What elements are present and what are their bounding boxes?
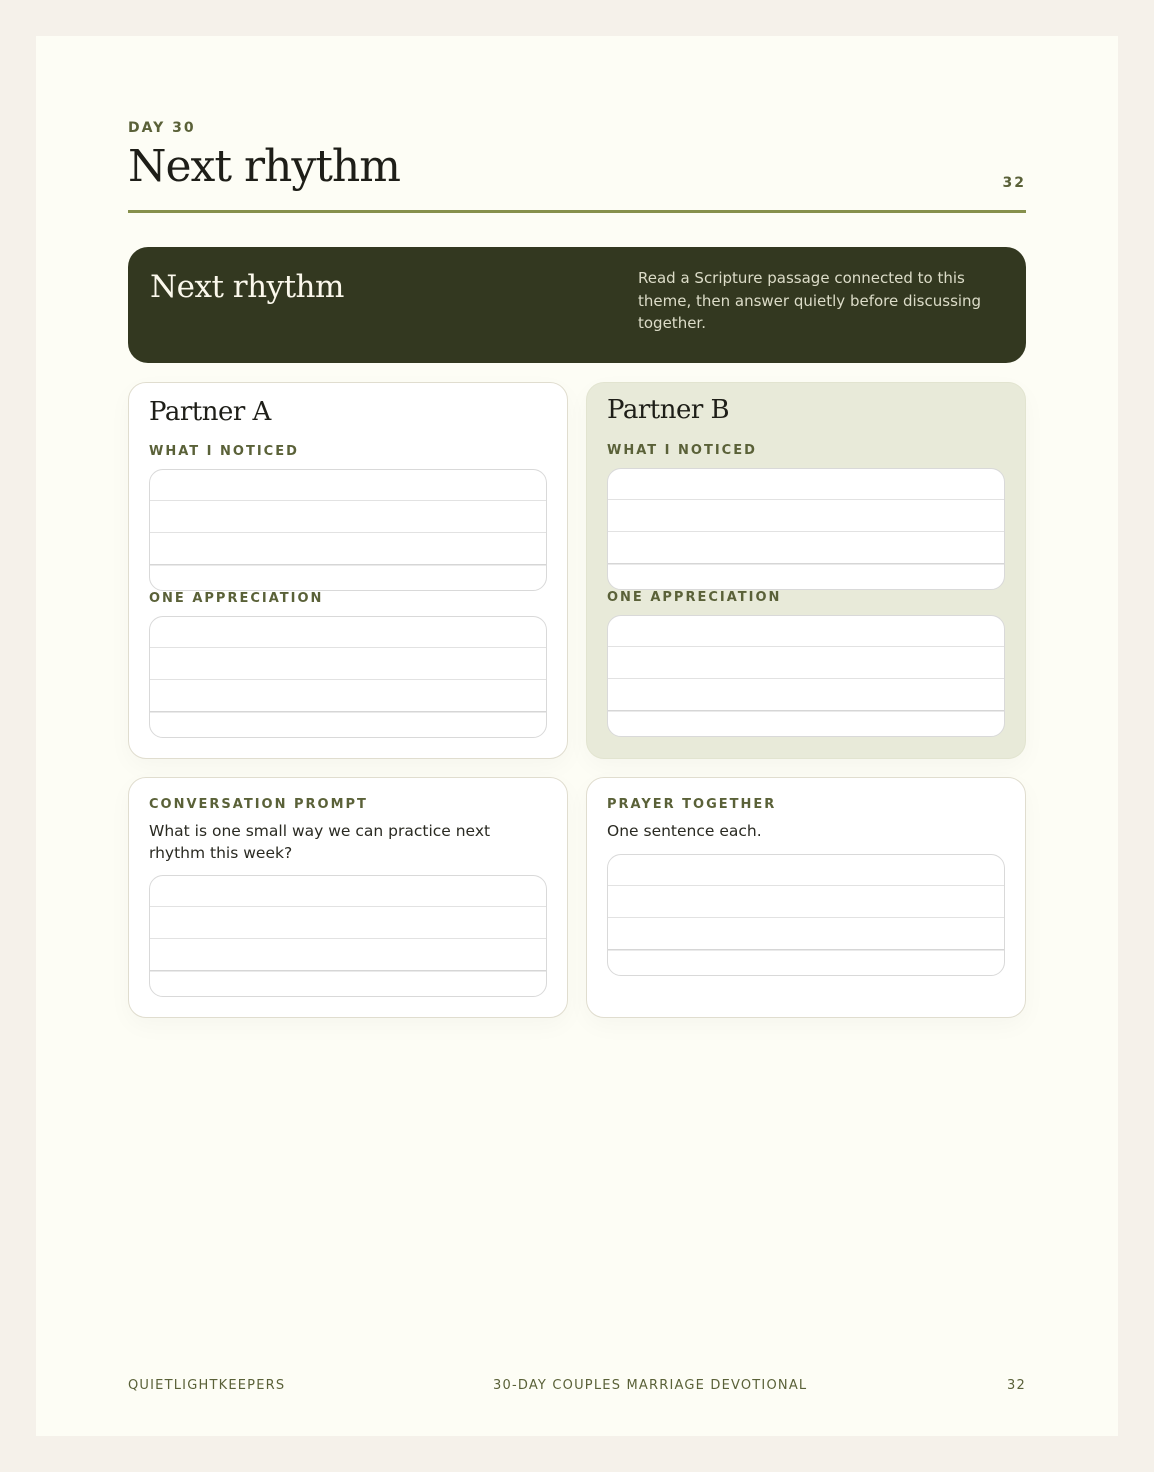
partner-b-appreciation-label: ONE APPRECIATION (607, 590, 782, 605)
footer-book-title: 30-DAY COUPLES MARRIAGE DEVOTIONAL (493, 1378, 808, 1393)
partner-a-appreciation-writing-area[interactable] (149, 616, 547, 738)
conversation-prompt-text: What is one small way we can practice next rhythm this week? (149, 822, 491, 862)
partner-b-appreciation-writing-area[interactable] (607, 615, 1005, 737)
conversation-writing-area[interactable] (149, 875, 547, 997)
prayer-together-text: One sentence each. (607, 822, 762, 840)
conversation-prompt-card (128, 777, 568, 1018)
partner-a-noticed-label: WHAT I NOTICED (149, 444, 299, 459)
partner-a-card (128, 382, 568, 759)
devotional-page (36, 36, 1118, 1436)
banner-title: Next rhythm (150, 269, 344, 305)
day-label: DAY 30 (128, 120, 196, 136)
footer-page-number: 32 (1007, 1378, 1026, 1393)
prayer-together-card (586, 777, 1026, 1018)
prayer-together-label: PRAYER TOGETHER (607, 797, 777, 812)
page-title: Next rhythm (128, 141, 400, 192)
partner-b-card (586, 382, 1026, 759)
partner-b-noticed-label: WHAT I NOTICED (607, 443, 757, 458)
header-page-number: 32 (1002, 175, 1026, 191)
conversation-prompt-label: CONVERSATION PROMPT (149, 797, 368, 812)
partner-a-name: Partner A (149, 397, 271, 427)
theme-banner (128, 247, 1026, 363)
partner-a-noticed-writing-area[interactable] (149, 469, 547, 591)
partner-b-name: Partner B (607, 395, 730, 425)
banner-description: Read a Scripture passage connected to this theme, then answer quietly before discussing together. (638, 269, 982, 332)
footer-brand: QUIETLIGHTKEEPERS (128, 1378, 286, 1393)
partner-a-appreciation-label: ONE APPRECIATION (149, 591, 324, 606)
prayer-writing-area[interactable] (607, 854, 1005, 976)
title-divider (128, 210, 1026, 213)
partner-b-noticed-writing-area[interactable] (607, 468, 1005, 590)
